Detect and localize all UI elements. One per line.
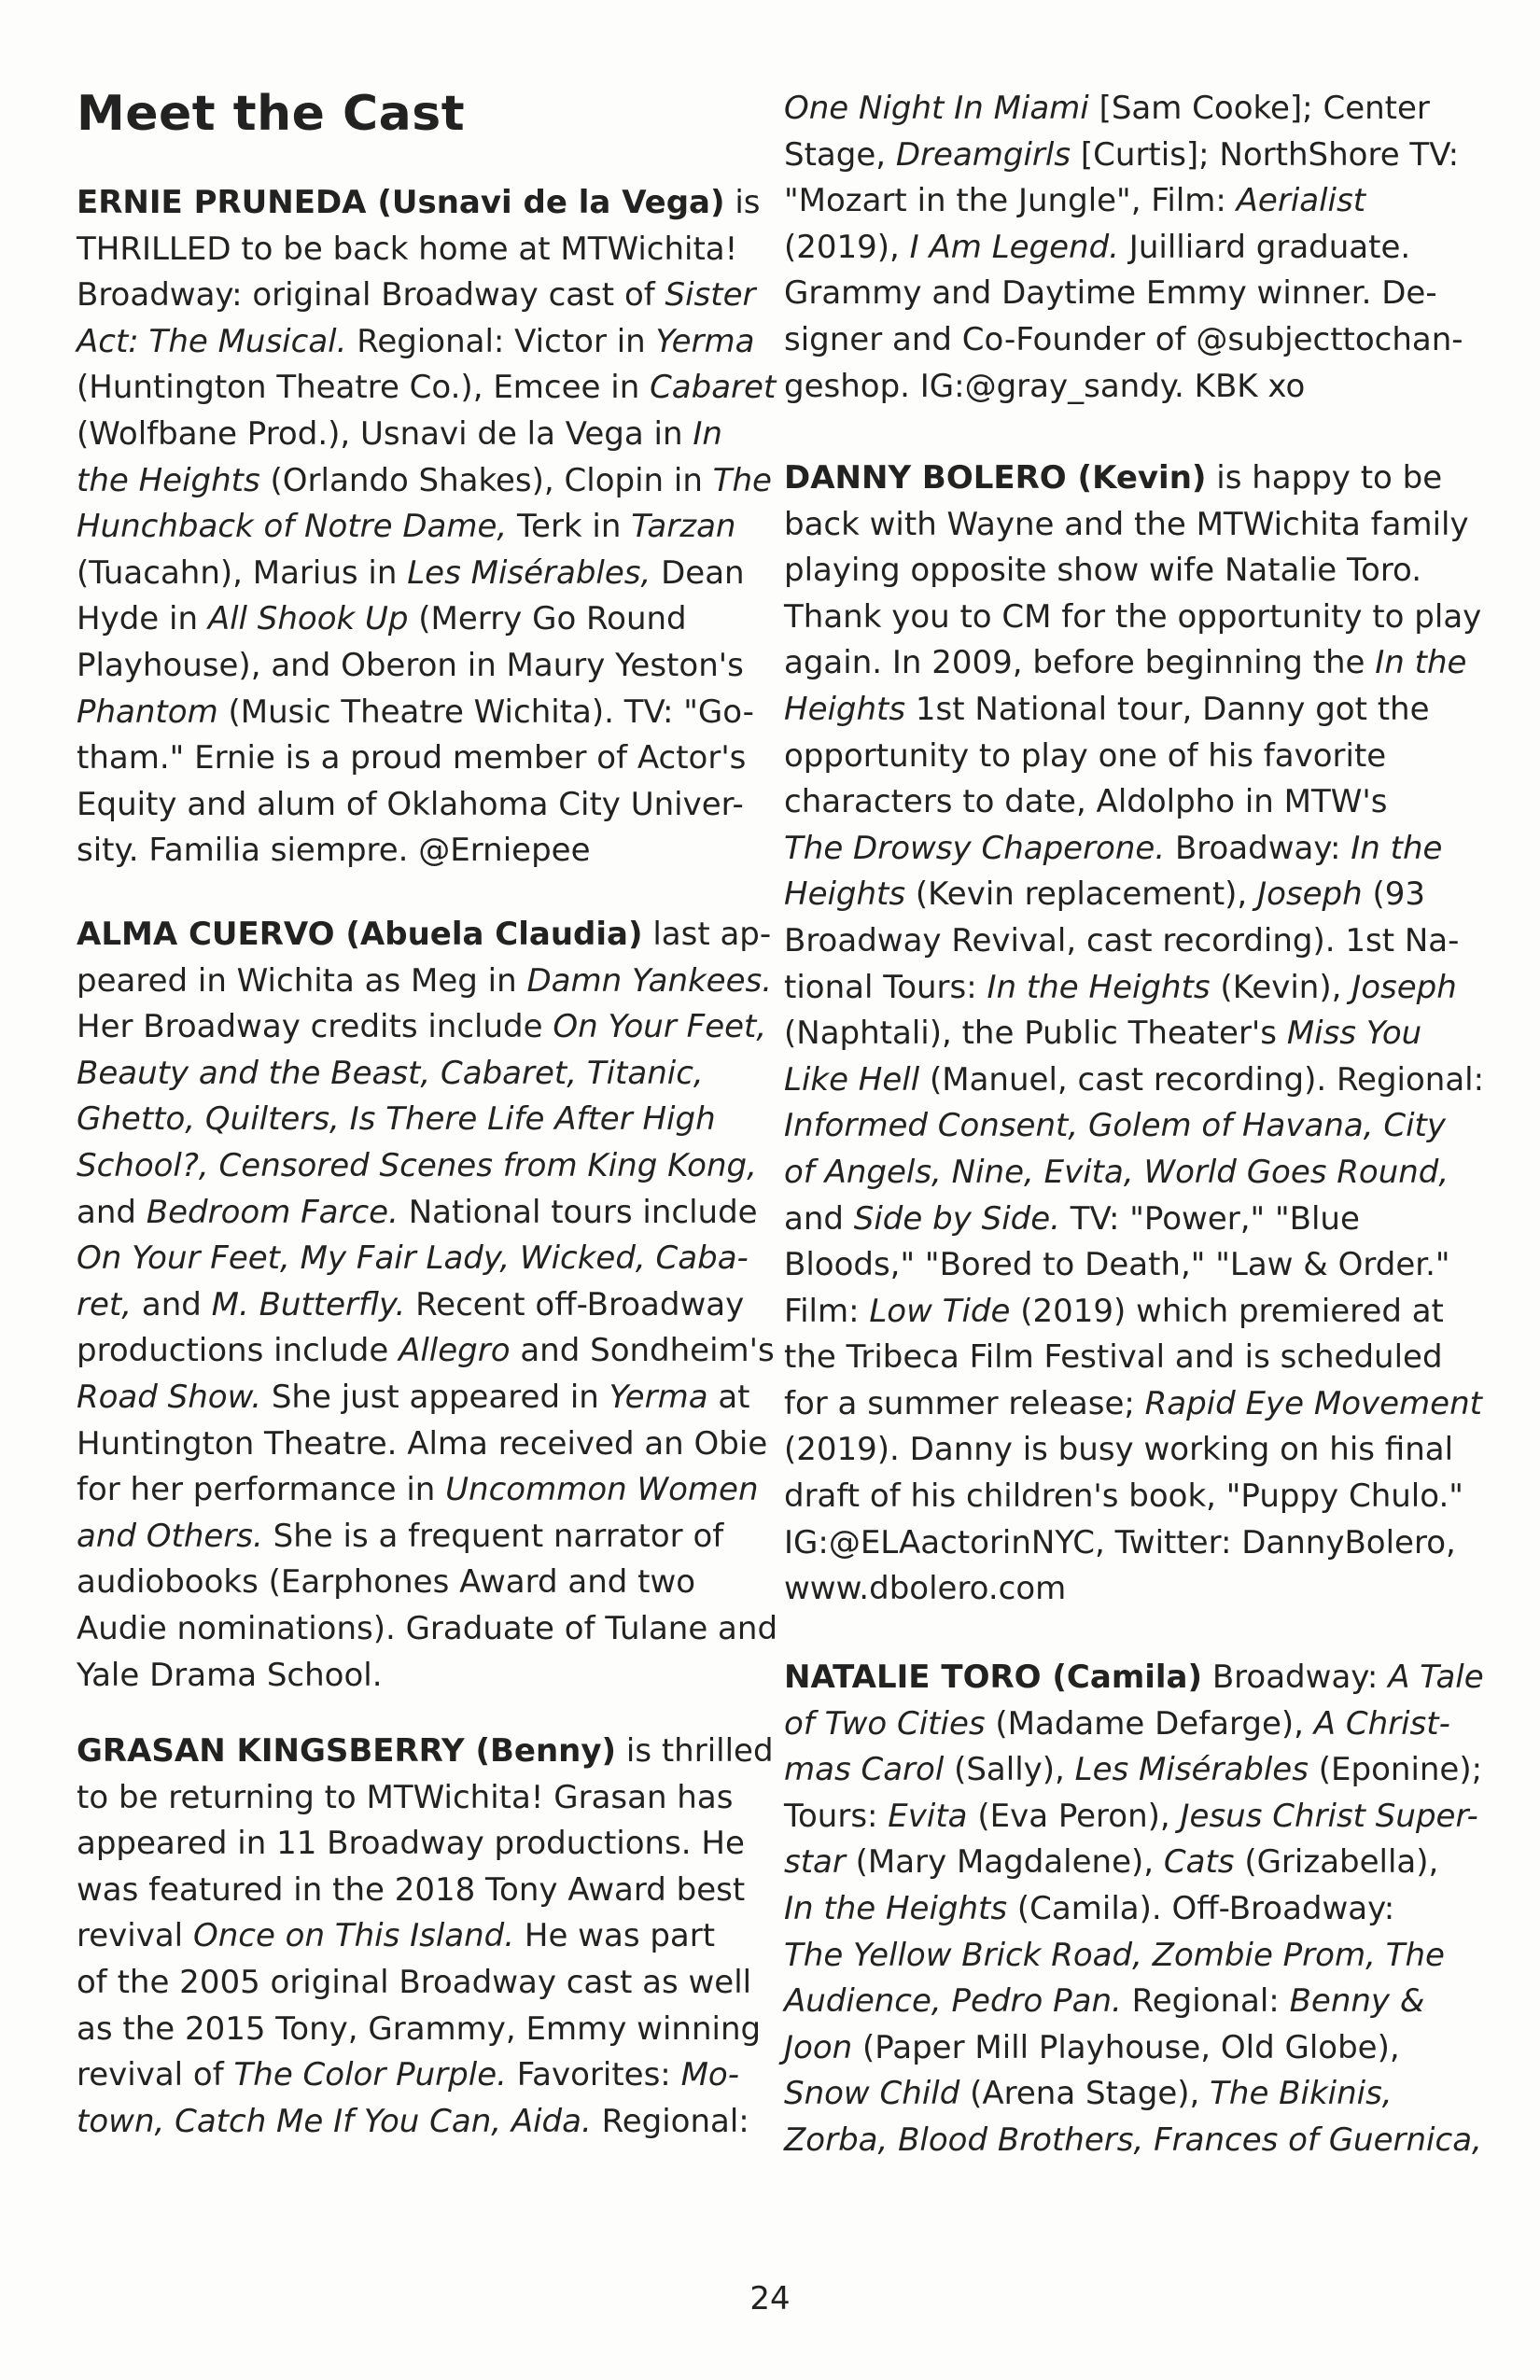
bio-line [784,1566,1484,1613]
body-text: www.dbolero.com [784,1570,1067,1608]
body-text: Equity and alum of Oklahoma City Univer- [77,785,744,823]
body-text: (Manuel, cast recording). Regional: [919,1060,1485,1099]
bio-line [784,317,1463,364]
title-text: Rapid Eye Movement [1144,1384,1482,1422]
body-text: [Sam Cooke]; Center [1088,90,1430,127]
cast-bio [784,86,1463,410]
bio-line [784,1520,1484,1567]
body-text: (Huntington Theatre Co.), Emcee in [77,369,651,407]
bio-line [77,412,776,458]
title-text: town, Catch Me If You Can, Aida. [77,2102,592,2140]
title-text: The Yellow Brick Road, Zombie Prom, The [784,1936,1445,1974]
title-text: A Christ- [1313,1704,1450,1743]
body-text: last ap- [642,916,772,953]
body-text: Favorites: [506,2056,681,2094]
body-text: THRILLED to be back home at MTWichita! [77,230,738,268]
bio-line [77,596,776,643]
body-text: for a summer release; [784,1384,1145,1422]
body-text: 1st National tour, Danny got the [905,690,1430,728]
title-text: Yerma [655,322,755,360]
bio-line [77,1606,777,1653]
body-text: and Sondheim's [510,1332,775,1370]
title-text: Miss You [1286,1015,1422,1053]
body-text: is happy to be [1206,459,1443,497]
body-text: and [132,1285,212,1323]
body-text: audiobooks (Earphones Award and two [77,1563,696,1602]
title-text: On Your Feet, My Fair Lady, Wicked, Caba- [77,1239,749,1278]
title-text: Road Show. [77,1378,262,1416]
title-text: and Others. [77,1517,263,1555]
bio-line [784,133,1463,179]
bio-line [77,180,776,227]
bio-line [77,2099,774,2146]
body-text: to be returning to MTWichita! Grasan has [77,1778,734,1816]
body-text: (Music Theatre Wichita). TV: "Go- [217,693,754,731]
cast-bio [77,912,777,1699]
bio-line [784,455,1484,502]
body-text: Stage, [784,135,896,174]
title-text: In [693,414,722,453]
title-text: Tarzan [631,508,736,546]
bio-line [77,1051,777,1098]
title-text: Side by Side. [853,1199,1060,1238]
bio-line [77,1236,777,1282]
body-text: Regional: Victor in [346,322,656,360]
bio-line [77,912,777,959]
bio-line [77,1375,777,1421]
bio-line [77,1514,777,1561]
bio-line [784,1150,1484,1197]
title-text: Joon [784,2028,853,2066]
bio-line [784,872,1484,918]
bio-line [77,1190,777,1237]
body-text: (Tuacahn), Marius in [77,553,408,592]
body-text: TV: "Power," "Blue [1059,1199,1360,1238]
body-text: Grammy and Daytime Emmy winner. De- [784,274,1437,313]
bio-line [77,273,776,319]
title-text: School?, Censored Scenes from King Kong, [77,1146,757,1184]
bio-line [77,1004,777,1051]
bio-line [784,1103,1484,1150]
body-text: draft of his children's book, "Puppy Chulo." [784,1477,1463,1516]
body-text: of the 2005 original Broadway cast as well [77,1963,752,2001]
body-text: peared in Wichita as Meg in [77,961,527,1000]
bio-line [77,1143,777,1190]
body-text: (2019) which premiered at [1010,1292,1444,1330]
title-text: In the [1375,644,1467,682]
title-text: The Drowsy Chaperone. [784,829,1166,867]
cast-member-name: ERNIE PRUNEDA (Usnavi de la Vega) [77,184,725,221]
bio-line [784,1701,1484,1748]
title-text: Les Misérables [1074,1751,1309,1789]
bio-line [784,1655,1484,1701]
body-text: (2019), [784,228,910,266]
bio-line [77,504,776,551]
bio-line [77,551,776,597]
bio-line [77,1775,774,1822]
bio-line [784,826,1484,873]
body-text: geshop. IG:@gray_sandy. KBK xo [784,367,1306,405]
cast-member-name: NATALIE TORO (Camila) [784,1659,1203,1696]
body-text: the Tribeca Film Festival and is scheduled [784,1338,1443,1377]
body-text: Thank you to CM for the opportunity to play [784,597,1482,636]
body-text: productions include [77,1332,399,1370]
bio-line [784,2025,1484,2072]
title-text: Once on This Island. [192,1917,515,1955]
title-text: Uncommon Women [445,1471,759,1509]
bio-line [77,782,776,829]
bio-line [784,271,1463,317]
bio-line [784,86,1463,133]
body-text: is [724,184,761,221]
title-text: Zorba, Blood Brothers, Frances of Guernica, [784,2121,1482,2159]
title-text: Jesus Christ Super- [1180,1797,1478,1835]
body-text: (Kevin replacement), [905,875,1258,914]
title-text: The Bikinis, [1210,2075,1393,2113]
body-text: National tours include [398,1193,758,1231]
bio-line [784,1794,1484,1841]
bio-line [77,643,776,690]
body-text: "Mozart in the Jungle", Film: [784,182,1237,220]
bio-line [77,1560,777,1606]
title-text: of Two Cities [784,1704,986,1743]
title-text: Joseph [1257,875,1363,914]
bio-line [77,1729,774,1775]
bio-line [784,1933,1484,1980]
body-text: characters to date, Aldolpho in MTW's [784,783,1388,821]
bio-line [784,1289,1484,1336]
title-text: In the Heights [987,968,1211,1006]
bio-line [784,2071,1484,2118]
bio-line [77,2007,774,2053]
body-text: back with Wayne and the MTWichita family [784,505,1469,543]
body-text: Recent off-Broadway [405,1285,745,1323]
bio-line [784,502,1484,549]
title-text: Benny & [1289,1982,1425,2021]
body-text: Her Broadway credits include [77,1008,553,1046]
bio-line [784,1057,1484,1104]
title-text: star [784,1843,846,1882]
title-text: Yerma [609,1378,708,1416]
body-text: Broadway: original Broadway cast of [77,276,665,315]
bio-line [784,548,1484,595]
body-text: Broadway: [1202,1659,1389,1696]
bio-line [77,319,776,366]
title-text: Audience, Pedro Pan. [784,1982,1122,2021]
title-text: Aerialist [1236,182,1366,220]
body-text: Audie nominations). Graduate of Tulane and [77,1609,778,1647]
body-text: opportunity to play one of his favorite [784,736,1387,775]
title-text: Hunchback of Notre Dame, [77,508,508,546]
body-text: She is a frequent narrator of [262,1517,724,1555]
bio-line [77,1467,777,1514]
bio-line [784,225,1463,272]
bio-line [784,2118,1484,2164]
bio-line [77,735,776,782]
title-text: Dreamgirls [895,135,1071,174]
title-text: In the [1351,829,1443,867]
body-text: (Paper Mill Playhouse, Old Globe), [852,2028,1400,2066]
bio-line [77,690,776,736]
cast-bio [77,1729,774,2145]
title-text: Joseph [1351,968,1457,1006]
bio-line [77,959,777,1005]
title-text: Allegro [399,1332,511,1370]
cast-member-name: ALMA CUERVO (Abuela Claudia) [77,916,643,953]
body-text: Regional: [1121,1982,1290,2021]
bio-line [77,365,776,412]
body-text: (Orlando Shakes), Clopin in [259,461,713,499]
body-text: (Sally), [944,1751,1075,1789]
cast-bio [784,455,1484,1613]
bio-line [77,458,776,505]
body-text: revival of [77,2056,234,2094]
cast-bio [77,180,776,875]
title-text: M. Butterfly. [211,1285,406,1323]
bio-line [77,828,776,875]
body-text: again. In 2009, before beginning the [784,644,1376,682]
body-text: appeared in 11 Broadway productions. He [77,1825,745,1863]
title-text: mas Carol [784,1751,945,1789]
bio-line [77,1821,774,1868]
body-text: (Mary Magdalene), [845,1843,1164,1882]
bio-line [77,2052,774,2099]
body-text: Terk in [507,508,632,546]
bio-line [77,1653,777,1700]
title-text: I Am Legend. [909,228,1119,266]
page-number: 24 [749,2280,791,2317]
body-text: He was part [514,1917,716,1955]
body-text: Dean [651,553,745,592]
body-text: and [77,1193,147,1231]
title-text: Mo- [680,2056,739,2094]
body-text: Playhouse), and Oberon in Maury Yeston's [77,646,744,684]
title-text: On Your Feet, [553,1008,767,1046]
bio-line [784,1747,1484,1794]
bio-line [77,1328,777,1375]
title-text: Beauty and the Beast, Cabaret, Titanic, [77,1054,704,1092]
bio-line [784,918,1484,965]
title-text: In the Heights [784,1889,1008,1927]
bio-line [784,1011,1484,1057]
cast-bio [784,1655,1484,2164]
title-text: Low Tide [869,1292,1011,1330]
body-text: at [707,1378,750,1416]
title-text: Ghetto, Quilters, Is There Life After High [77,1100,716,1139]
body-text: as the 2015 Tony, Grammy, Emmy winning [77,2009,762,2048]
bio-line [784,734,1484,780]
body-text: Bloods," "Bored to Death," "Law & Order." [784,1246,1450,1284]
body-text: (Madame Defarge), [985,1704,1314,1743]
title-text: Les Misérables, [407,553,651,592]
title-text: Bedroom Farce. [146,1193,399,1231]
title-text: Snow Child [784,2075,960,2113]
bio-line [784,1335,1484,1381]
bio-line [784,1979,1484,2025]
page-title: Meet the Cast [77,86,466,142]
cast-member-name: GRASAN KINGSBERRY (Benny) [77,1732,617,1770]
bio-line [784,1886,1484,1933]
title-text: Cats [1163,1843,1235,1882]
cast-member-name: DANNY BOLERO (Kevin) [784,459,1207,497]
body-text: (Eva Peron), [967,1797,1181,1835]
title-text: All Shook Up [207,600,409,638]
body-text: and [784,1199,854,1238]
title-text: Heights [784,690,906,728]
bio-line [784,1242,1484,1289]
body-text: She just appeared in [261,1378,609,1416]
bio-line [784,1427,1484,1474]
bio-line [77,1421,777,1468]
title-text: The [712,461,772,499]
title-text: the Heights [77,461,260,499]
bio-line [784,1474,1484,1520]
body-text: for her performance in [77,1471,446,1509]
body-text: revival [77,1917,193,1955]
bio-line [784,687,1484,734]
title-text: Act: The Musical. [77,322,347,360]
body-text: Regional: [591,2102,749,2140]
body-text: Film: [784,1292,870,1330]
bio-line [784,965,1484,1012]
title-text: One Night In Miami [784,90,1089,127]
body-text: Broadway: [1165,829,1351,867]
bio-line [77,1868,774,1914]
title-text: Phantom [77,693,218,731]
bio-line [784,779,1484,826]
bio-line [77,1282,777,1329]
title-text: Informed Consent, Golem of Havana, City [784,1107,1446,1145]
body-text: tional Tours: [784,968,987,1006]
body-text: (Merry Go Round [408,600,687,638]
bio-line [77,1913,774,1960]
body-text: Huntington Theatre. Alma received an Obie [77,1424,768,1463]
body-text: playing opposite show wife Natalie Toro. [784,552,1422,590]
body-text: Tours: [784,1797,889,1835]
body-text: (Grizabella), [1234,1843,1439,1882]
title-text: The Color Purple. [233,2056,507,2094]
title-text: Cabaret [650,369,777,407]
body-text: Broadway Revival, cast recording). 1st Na- [784,921,1460,959]
body-text: IG:@ELAactorinNYC, Twitter: DannyBolero, [784,1523,1456,1561]
body-text: (Kevin), [1210,968,1352,1006]
bio-line [77,227,776,273]
title-text: ret, [77,1285,133,1323]
bio-line [784,1381,1484,1428]
body-text: Juilliard graduate. [1119,228,1411,266]
title-text: of Angels, Nine, Evita, World Goes Round, [784,1153,1449,1191]
body-text: [Curtis]; NorthShore TV: [1071,135,1460,174]
bio-line [784,1197,1484,1243]
bio-line [784,178,1463,225]
body-text: (Wolfbane Prod.), Usnavi de la Vega in [77,414,693,453]
body-text: (Camila). Off-Broadway: [1007,1889,1395,1927]
body-text: is thrilled [616,1732,774,1770]
bio-line [784,640,1484,687]
bio-line [77,1960,774,2007]
title-text: Damn Yankees. [526,961,773,1000]
body-text: Yale Drama School. [77,1656,383,1694]
body-text: sity. Familia siempre. @Erniepee [77,832,591,870]
body-text: (Arena Stage), [959,2075,1211,2113]
body-text: (Eponine); [1308,1751,1483,1789]
bio-line [784,595,1484,641]
body-text: Hyde in [77,600,208,638]
title-text: A Tale [1388,1659,1484,1696]
body-text: (93 [1362,875,1425,914]
title-text: Heights [784,875,906,914]
title-text: Evita [888,1797,968,1835]
title-text: Like Hell [784,1060,920,1099]
bio-line [784,1840,1484,1886]
body-text: (Naphtali), the Public Theater's [784,1015,1287,1053]
title-text: Sister [665,276,756,315]
bio-line [77,1097,777,1143]
body-text: (2019). Danny is busy working on his final [784,1431,1454,1469]
body-text: tham." Ernie is a proud member of Actor's [77,739,747,777]
body-text: was featured in the 2018 Tony Award best [77,1870,746,1909]
body-text: signer and Co-Founder of @subjecttochan- [784,320,1463,358]
bio-line [784,364,1463,411]
